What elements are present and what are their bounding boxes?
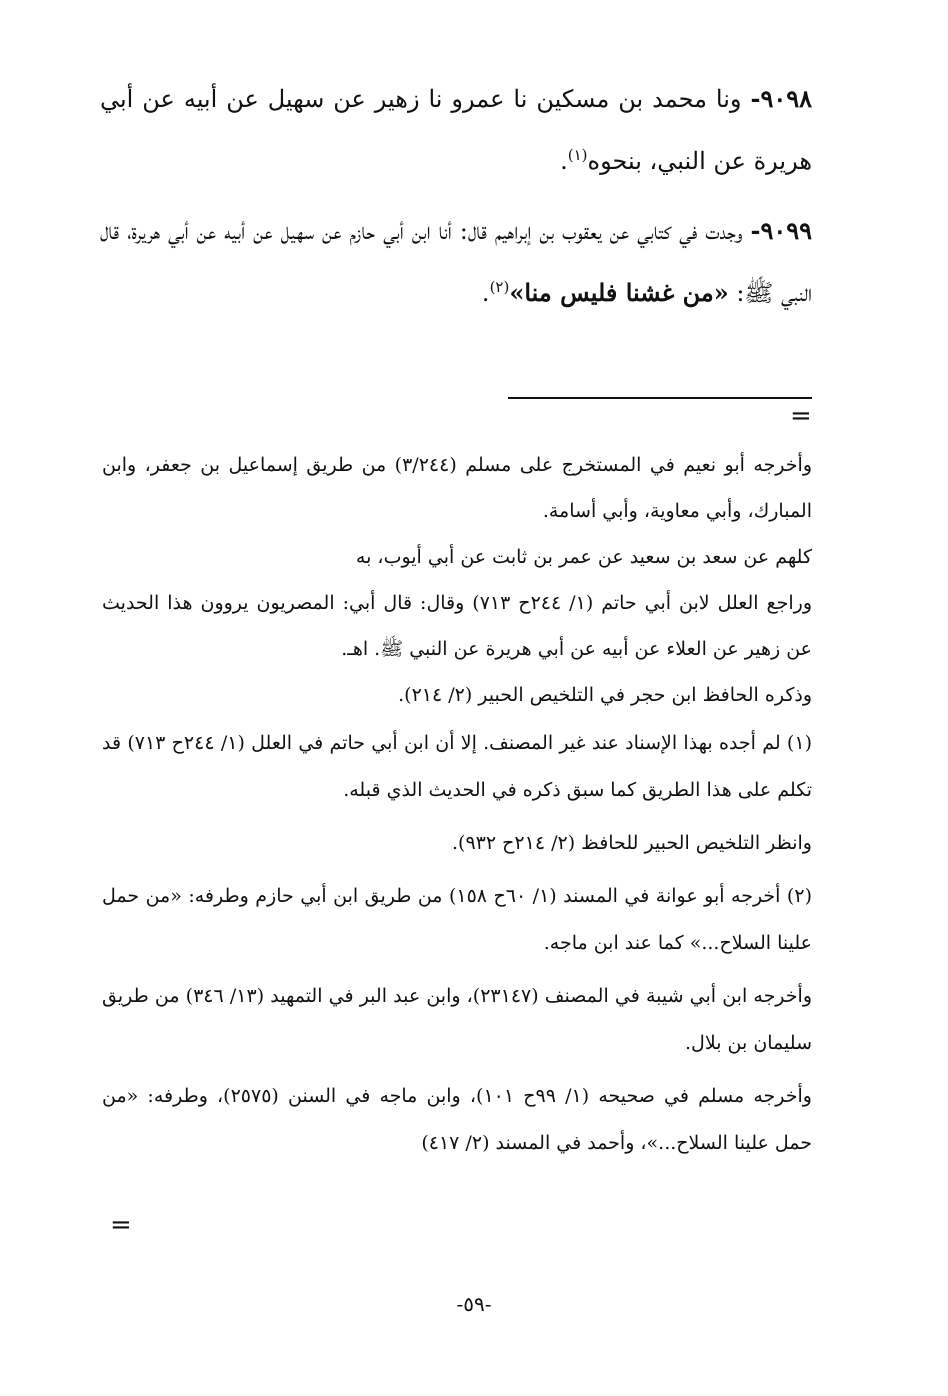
footnote-line: وذكره الحافظ ابن حجر في التلخيص الحبير (٢/ ٢١٤). — [398, 684, 812, 706]
footnotes — [102, 720, 812, 1173]
continues-mark: = — [110, 1210, 132, 1240]
footnote-line: وراجع العلل لابن أبي حاتم (١/ ٢٤٤ح ٧١٣) وقال: قال أبي: المصريون يروون هذا الحديث عن زهير عن العلاء عن أبيه عن أبي هريرة عن النبي ﷺ. اهـ. — [102, 592, 812, 660]
footnote-line: وأخرجه أبو نعيم في المستخرج على مسلم (٣/٢٤٤) من طريق إسماعيل بن جعفر، وابن المبارك، وأبي معاوية، وأبي أسامة. — [102, 454, 812, 522]
hadith-9099: ٩٠٩٩- وجدت في كتابي عن يعقوب بن إبراهيم قال: أنا ابن أبي حازم عن سهيل عن أبيه عن أبي هريرة، قال النبي ﷺ: «من غشنا فليس منا»$^{(٢)}$. — [100, 216, 812, 307]
continued-footnote — [102, 442, 812, 718]
footnote-1-note: وانظر التلخيص الحبير للحافظ (٢/ ٢١٤ح ٩٣٢). — [452, 832, 812, 854]
hadith-number: ٩٠٩٩- — [750, 216, 812, 245]
footnote-line: كلهم عن سعد بن سعيد عن عمر بن ثابت عن أبي أيوب، به — [355, 546, 812, 568]
footnote-2-note: وأخرجه مسلم في صحيحه (١/ ٩٩ح ١٠١)، وابن ماجه في السنن (٢٥٧٥)، وطرفه: «من حمل علينا السلاح...»، وأحمد في المسند (٢/ ٤١٧) — [102, 1085, 812, 1154]
hadith-number: ٩٠٩٨- — [750, 84, 812, 113]
continuation-mark: = — [790, 401, 812, 431]
hadith-9098: ٩٠٩٨- ونا محمد بن مسكين نا عمرو نا زهير عن سهيل عن أبيه عن أبي هريرة عن النبي، بنحوه$^{(١)}$. — [100, 84, 812, 175]
footnote-2: (٢) أخرجه أبو عوانة في المسند (١/ ٦٠ح ١٥٨) من طريق ابن أبي حازم وطرفه: «من حمل علينا السلاح...» كما عند ابن ماجه. — [102, 885, 812, 954]
footnote-2-note: وأخرجه ابن أبي شيبة في المصنف (٢٣١٤٧)، وابن عبد البر في التمهيد (١٣/ ٣٤٦) من طريق سليمان بن بلال. — [102, 985, 812, 1054]
hadith-text: ونا محمد بن مسكين نا عمرو نا زهير عن سهيل عن أبيه عن أبي هريرة عن النبي، بنحوه — [100, 85, 812, 175]
footnote-separator — [508, 397, 812, 399]
footnote-ref[interactable]: (١) — [567, 146, 588, 164]
page-number: -٥٩- — [456, 1292, 492, 1316]
footnote-ref[interactable]: (٢) — [489, 278, 510, 296]
hadith-quote: «من غشنا فليس منا» — [509, 278, 729, 307]
hadith-text: وجدت في كتابي عن يعقوب بن إبراهيم قال: أنا ابن أبي حازم عن سهيل عن أبيه عن أبي هريرة، قال النبي ﷺ: — [100, 217, 812, 307]
footnote-1: (١) لم أجده بهذا الإسناد عند غير المصنف. إلا أن ابن أبي حاتم في العلل (١/ ٢٤٤ح ٧١٣) قد تكلم على هذا الطريق كما سبق ذكره في الحديث الذي قبله. — [102, 732, 812, 801]
